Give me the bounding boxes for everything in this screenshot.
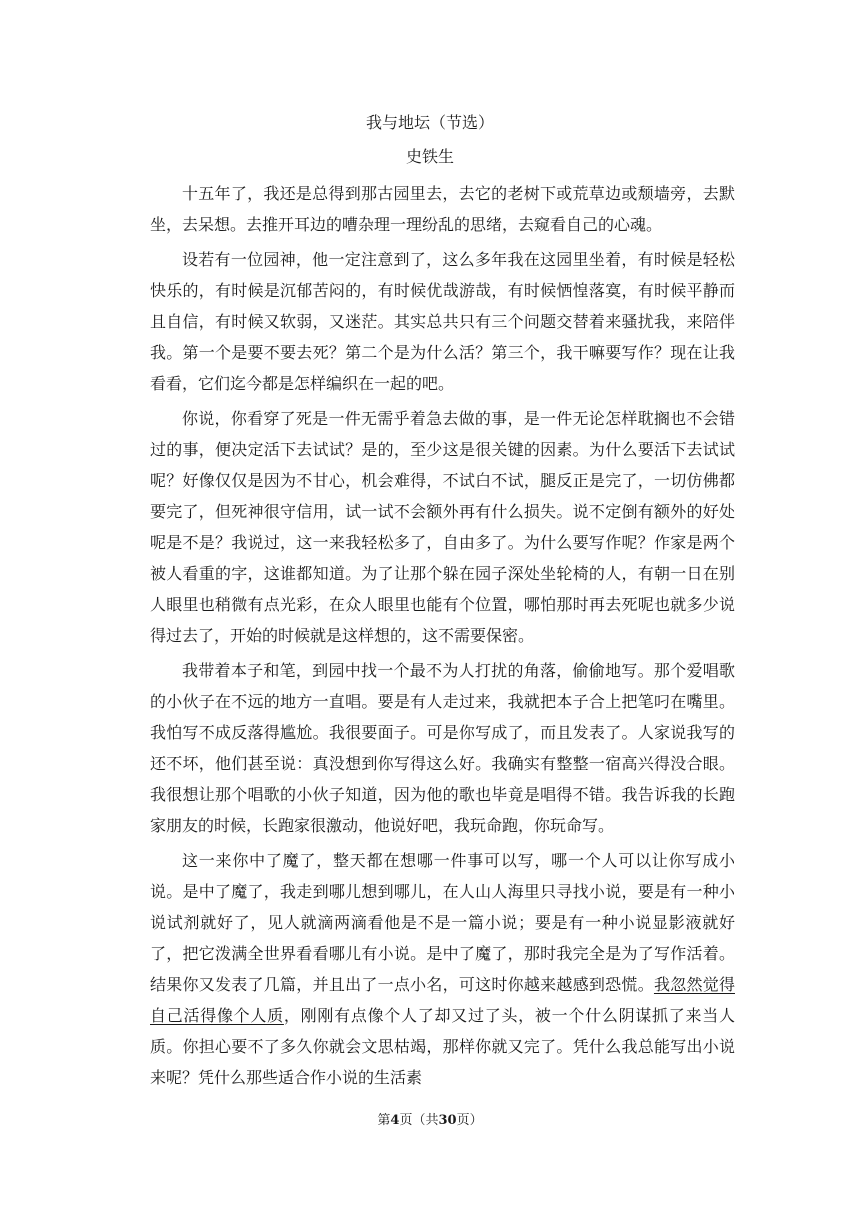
footer-suffix: 页） [456, 1113, 483, 1128]
paragraph-5 [150, 845, 735, 1093]
footer-prefix: 第 [377, 1113, 391, 1128]
page-footer [0, 1113, 860, 1129]
document-body [150, 178, 735, 1097]
paragraph-5-text-after: ，刚刚有点像个人了却又过了头，被一个什么阴谋抓了来当人质。你担心要不了多久你就会文思枯竭，那样你就又完了。凭什么我总能写出小说来呢？凭什么那些适合作小说的生活素 [150, 1006, 735, 1087]
document-author: 史铁生 [405, 147, 454, 166]
paragraph-1: 十五年了，我还是总得到那古园里去，去它的老树下或荒草边或颓墙旁，去默坐，去呆想。去推开耳边的嘈杂理一理纷乱的思绪，去窥看自己的心魂。 [150, 184, 735, 234]
paragraph-5-text-before: 这一来你中了魔了，整天都在想哪一件事可以写，哪一个人可以让你写成小说。是中了魔了，我走到哪儿想到哪儿，在人山人海里只寻找小说，要是有一种小说试剂就好了，见人就滴两滴看他是不是一篇小说；要是有一种小说显影液就好了，把它泼满全世界看看哪儿有小说。是中了魔了，那时我完全是为了写作活着。结果你又发表了几篇，并且出了一点小名，可这时你越来越感到恐慌。 [150, 851, 735, 994]
paragraph-2: 设若有一位园神，他一定注意到了，这么多年我在这园里坐着，有时候是轻松快乐的，有时候是沉郁苦闷的，有时候优哉游哉，有时候恓惶落寞，有时候平静而且自信，有时候又软弱，又迷茫。其实总共只有三个问题交替着来骚扰我，来陪伴我。第一个是要不要去死？第二个是为什么活？第三个，我干嘛要写作？现在让我看看，它们迄今都是怎样编织在一起的吧。 [150, 250, 735, 393]
paragraph-4: 我带着本子和笔，到园中找一个最不为人打扰的角落，偷偷地写。那个爱唱歌的小伙子在不远的地方一直唱。要是有人走过来，我就把本子合上把笔叼在嘴里。我怕写不成反落得尴尬。我很要面子。可是你写成了，而且发表了。人家说我写的还不坏，他们甚至说：真没想到你写得这么好。我确实有整整一宿高兴得没合眼。我很想让那个唱歌的小伙子知道，因为他的歌也毕竟是唱得不错。我告诉我的长跑家朋友的时候，长跑家很激动，他说好吧，我玩命跑，你玩命写。 [150, 661, 735, 835]
document-title: 我与地坛（节选） [365, 113, 494, 132]
underlined-sentence: 我忽然觉得自己活得像个人质 [150, 975, 735, 1025]
total-pages: 30 [438, 1113, 457, 1128]
page-number: 4 [390, 1113, 400, 1128]
paragraph-3: 你说，你看穿了死是一件无需乎着急去做的事，是一件无论怎样耽搁也不会错过的事，便决定活下去试试？是的，至少这是很关键的因素。为什么要活下去试试呢？好像仅仅是因为不甘心，机会难得，不试白不试，腿反正是完了，一切仿佛都要完了，但死神很守信用，试一试不会额外再有什么损失。说不定倒有额外的好处呢是不是？我说过，这一来我轻松多了，自由多了。为什么要写作呢？作家是两个被人看重的字，这谁都知道。为了让那个躲在园子深处坐轮椅的人，有朝一日在别人眼里也稍微有点光彩，在众人眼里也能有个位置，哪怕那时再去死呢也就多少说得过去了，开始的时候就是这样想的，这不需要保密。 [150, 409, 735, 645]
footer-middle: 页（共 [399, 1113, 439, 1128]
